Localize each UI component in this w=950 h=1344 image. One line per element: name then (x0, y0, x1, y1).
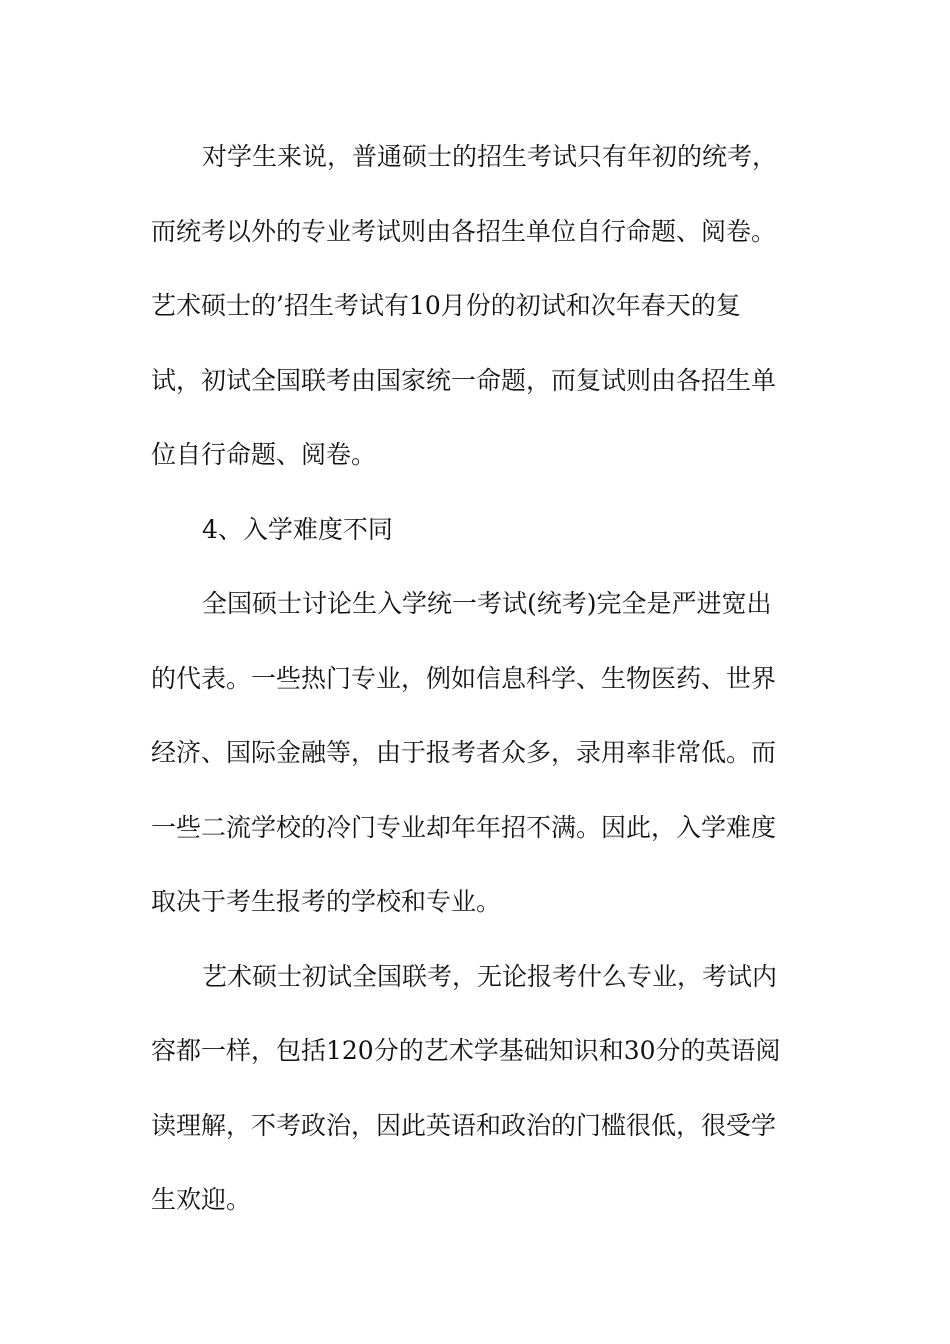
paragraph-line: 的代表。一些热门专业，例如信息科学、生物医药、世界 (151, 663, 777, 693)
paragraph-line: 艺术硕士的’招生考试有10月份的初试和次年春天的复 (151, 291, 741, 320)
paragraph-line: 位自行命题、阅卷。 (151, 440, 377, 469)
section-heading (151, 505, 801, 580)
paragraph-line: 对学生来说，普通硕士的招生考试只有年初的统考， (202, 142, 778, 171)
paragraph-exam-format (151, 132, 801, 505)
paragraph-national-exam-difficulty (151, 579, 801, 952)
paragraph-line: 试，初试全国联考由国家统一命题，而复试则由各招生单 (151, 365, 777, 395)
paragraph-line: 容都一样，包括120分的艺术学基础知识和30分的英语阅 (151, 1036, 781, 1065)
paragraph-line: 读理解，不考政治，因此英语和政治的门槛很低，很受学 (151, 1110, 777, 1140)
paragraph-art-exam-content (151, 952, 801, 1250)
paragraph-line: 生欢迎。 (151, 1185, 252, 1214)
paragraph-line: 而统考以外的专业考试则由各招生单位自行命题、阅卷。 (151, 216, 777, 246)
paragraph-line: 取决于考生报考的学校和专业。 (151, 887, 502, 916)
paragraph-line: 艺术硕士初试全国联考，无论报考什么专业，考试内 (202, 961, 778, 991)
document-body (151, 132, 801, 1250)
paragraph-line: 经济、国际金融等，由于报考者众多，录用率非常低。而 (151, 738, 777, 767)
paragraph-line: 全国硕士讨论生入学统一考试(统考)完全是严进宽出 (202, 589, 772, 618)
heading-line: 4、入学难度不同 (202, 514, 393, 544)
paragraph-line: 一些二流学校的冷门专业却年年招不满。因此，入学难度 (151, 812, 777, 842)
